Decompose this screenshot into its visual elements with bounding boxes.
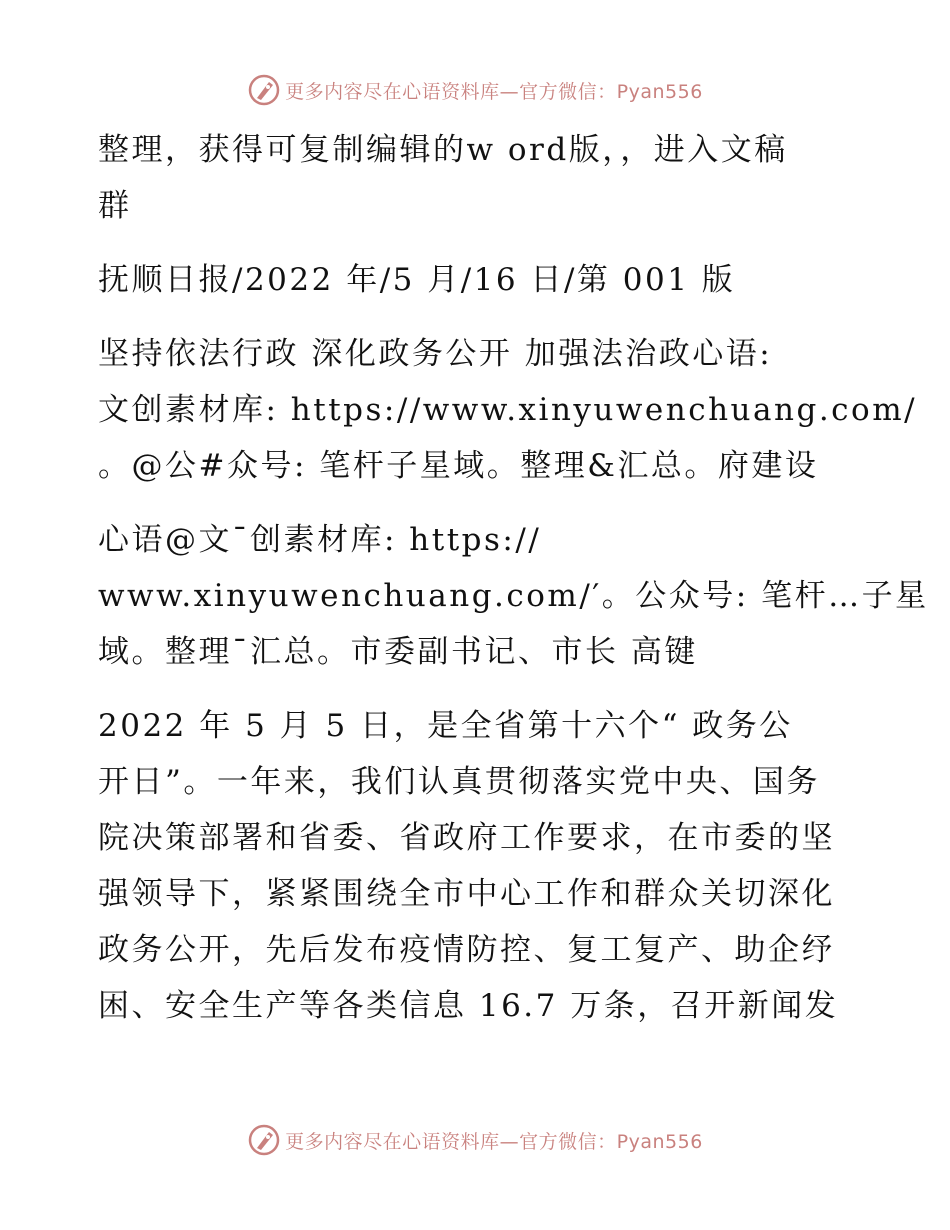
text-line: 政务公开，先后发布疫情防控、复工复产、助企纾 xyxy=(98,932,835,968)
text-line: www.xinyuwenchuang.com/′。公众号: 笔杆…子星 xyxy=(98,578,929,614)
paragraph-author xyxy=(98,512,929,680)
document-body xyxy=(98,122,929,1052)
watermark-text: 更多内容尽在心语资料库—官方微信：Pyan556 xyxy=(285,80,703,103)
text-line: 强领导下，紧紧围绕全市中心工作和群众关切深化 xyxy=(98,876,835,912)
text-line: 域。整理¯汇总。市委副书记、市长 高键 xyxy=(98,634,698,670)
paragraph-intro xyxy=(98,122,858,234)
text-line: 院决策部署和省委、省政府工作要求，在市委的坚 xyxy=(98,820,835,856)
text-line: 心语@文¯创素材库: https:// xyxy=(98,522,542,558)
text-line: 。@公#众号: 笔杆子星域。整理&汇总。府建设 xyxy=(98,448,819,484)
text-line: 2022 年 5 月 5 日，是全省第十六个“ 政务公 xyxy=(98,708,793,744)
footer-watermark xyxy=(0,1120,950,1160)
pen-nib-logo-icon xyxy=(247,73,281,107)
text-line: 整理，获得可复制编辑的w ord版，，进入文稿 xyxy=(98,132,788,168)
paragraph-source xyxy=(98,252,858,308)
paragraph-body xyxy=(98,698,858,1034)
watermark-text: 更多内容尽在心语资料库—官方微信：Pyan556 xyxy=(285,1130,703,1153)
text-line: 群 xyxy=(98,188,132,224)
text-line: 困、安全生产等各类信息 16.7 万条，召开新闻发 xyxy=(98,988,839,1024)
header-watermark xyxy=(0,70,950,110)
text-line: 抚顺日报/2022 年/5 月/16 日/第 001 版 xyxy=(98,262,736,298)
text-line: 坚持依法行政 深化政务公开 加强法治政心语: xyxy=(98,336,773,372)
text-line: 文创素材库: https://www.xinyuwenchuang.com/ xyxy=(98,392,918,428)
paragraph-title xyxy=(98,326,918,494)
pen-nib-logo-icon xyxy=(247,1123,281,1157)
text-line: 开日”。一年来，我们认真贯彻落实党中央、国务 xyxy=(98,764,820,800)
